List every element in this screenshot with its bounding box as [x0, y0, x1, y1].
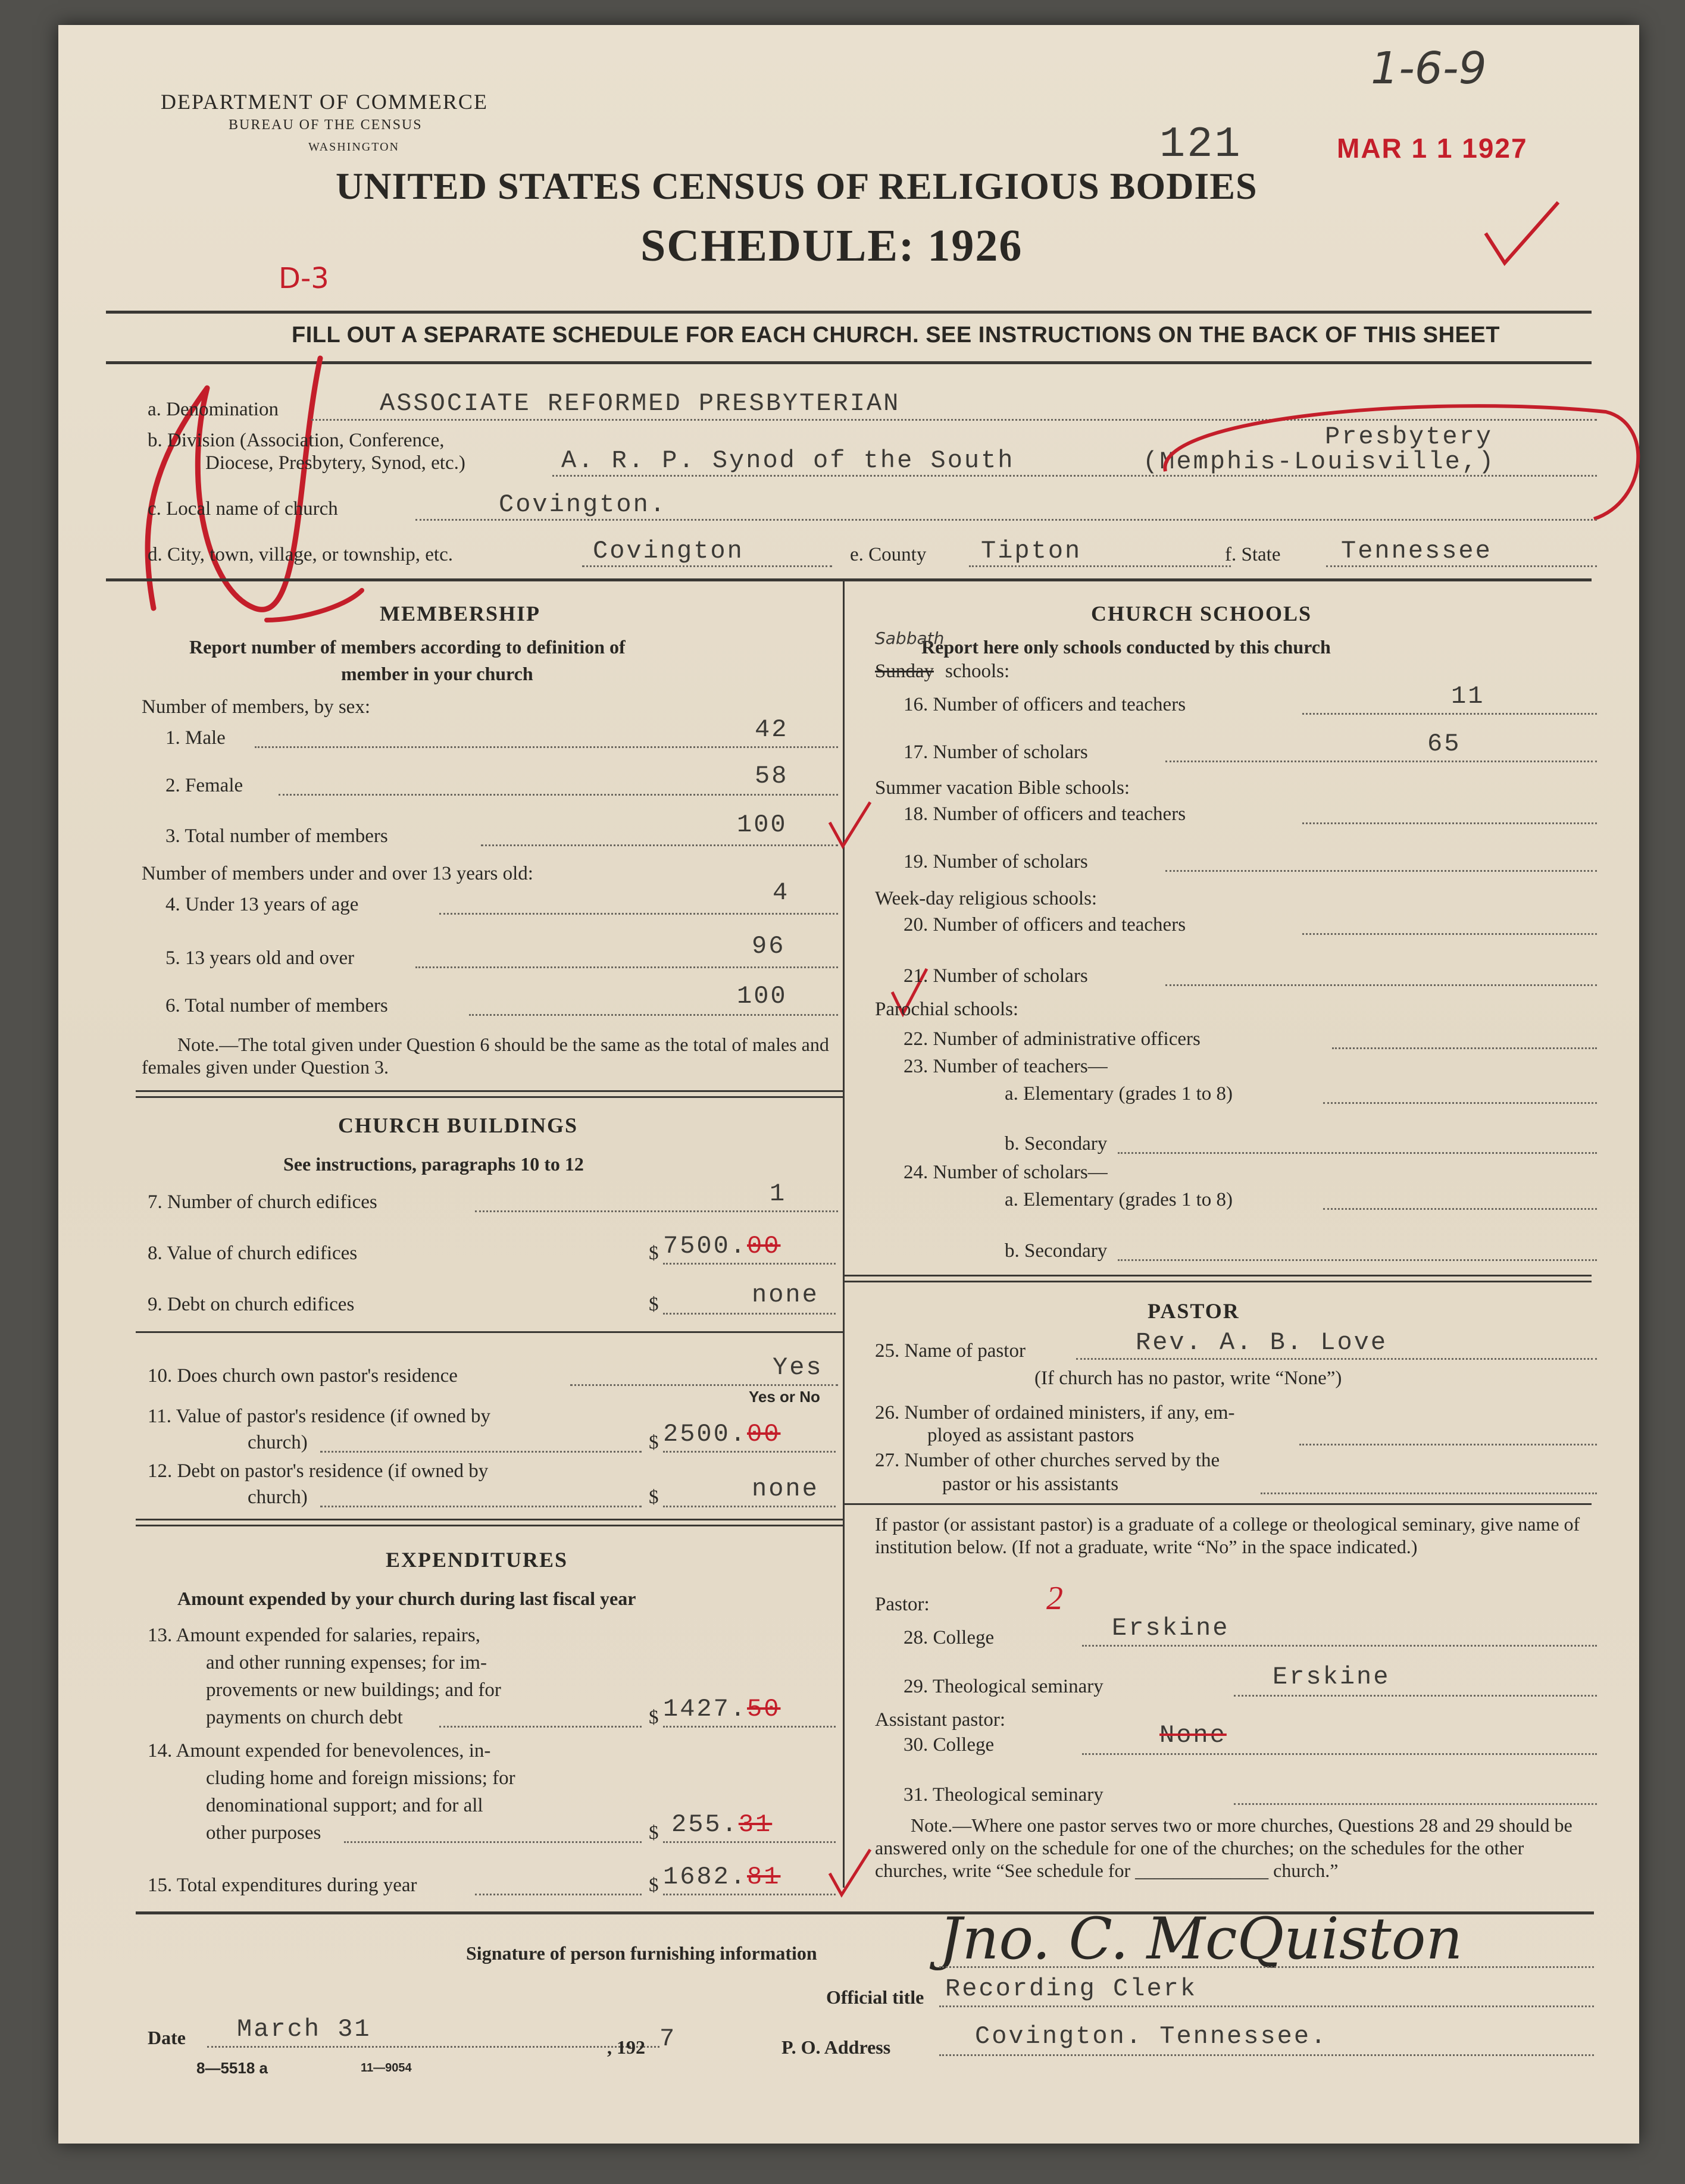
official-title-label: Official title [826, 1986, 924, 2008]
year-prefix: , 192 [607, 2036, 645, 2058]
pencil-code: 1-6-9 [1371, 43, 1487, 94]
expenditures-subtitle: Amount expended by your church during last fiscal year [177, 1588, 636, 1609]
schedule-title: SCHEDULE: 1926 [640, 221, 1023, 271]
q9-edifice-debt-value[interactable]: none [752, 1281, 819, 1309]
census-schedule-paper [58, 25, 1639, 2144]
red-circle-mark [1130, 382, 1648, 537]
presbytery-value[interactable]: (Memphis-Louisville,) [1143, 448, 1496, 476]
q15-dollars: 1682. [663, 1863, 748, 1891]
q5-13-and-over-value[interactable]: 96 [752, 932, 786, 960]
q11-residence-value[interactable] [663, 1420, 780, 1448]
red-examiner-mark-icon [118, 334, 368, 644]
parochial-schools-label: Parochial schools: [875, 999, 1019, 1020]
church-schools-title: CHURCH SCHOOLS [1091, 602, 1312, 625]
red-check-icon [826, 1846, 874, 1900]
instructions-banner: FILL OUT A SEPARATE SCHEDULE FOR EACH CHURCH. SEE INSTRUCTIONS ON THE BACK OF THIS SHEET [292, 323, 1500, 348]
division-value[interactable]: A. R. P. Synod of the South [561, 446, 1015, 475]
q13-running-expenses-label-2: and other running expenses; for im- [206, 1652, 487, 1673]
q10-yes-no-hint: Yes or No [749, 1388, 820, 1406]
form-code: 8—5518 a [196, 2059, 268, 2077]
q28-college-value[interactable]: Erskine [1112, 1614, 1230, 1642]
sabbath-correction: Sabbath [875, 628, 945, 648]
q8-edifice-value-label: 8. Value of church edifices [148, 1243, 358, 1264]
q24-scholars-label: 24. Number of scholars— [904, 1162, 1108, 1183]
q26-assistant-ministers-label-2: ployed as assistant pastors [927, 1425, 1134, 1446]
q11-cents: 00 [747, 1420, 781, 1448]
q24b-secondary-label: b. Secondary [1005, 1240, 1108, 1262]
q13-running-expenses-value[interactable] [663, 1695, 780, 1723]
po-address-label: P. O. Address [781, 2036, 891, 2058]
church-schools-subtitle: Report here only schools conducted by this church [921, 636, 1331, 658]
q9-edifice-debt-label: 9. Debt on church edifices [148, 1294, 355, 1315]
q31-seminary-label: 31. Theological seminary [904, 1784, 1103, 1806]
q4-under-13-value[interactable]: 4 [773, 878, 790, 907]
state-value[interactable]: Tennessee [1341, 537, 1492, 565]
q13-dollar-sign: $ [649, 1707, 659, 1728]
q12-residence-debt-value[interactable]: none [752, 1475, 819, 1503]
q16-officers-teachers-label: 16. Number of officers and teachers [904, 694, 1186, 715]
q12-dollar-sign: $ [649, 1487, 659, 1508]
sunday-struck-label: Sunday [875, 661, 934, 682]
members-by-age-label: Number of members under and over 13 years old: [142, 863, 533, 884]
q17-scholars-value[interactable]: 65 [1427, 730, 1461, 758]
q25-pastor-name-value[interactable]: Rev. A. B. Love [1136, 1328, 1388, 1357]
q6-total-members-label: 6. Total number of members [165, 995, 388, 1016]
q25-pastor-name-label: 25. Name of pastor [875, 1340, 1026, 1362]
city-value[interactable]: Covington [593, 537, 744, 565]
q3-total-members-value[interactable]: 100 [737, 811, 787, 839]
membership-subtitle-2: member in your church [341, 663, 533, 684]
q29-seminary-label: 29. Theological seminary [904, 1676, 1103, 1697]
q7-edifices-value[interactable]: 1 [770, 1179, 787, 1208]
weekday-schools-label: Week-day religious schools: [875, 888, 1098, 909]
division-label: b. Division (Association, Conference, [148, 430, 445, 451]
q5-13-and-over-label: 5. 13 years old and over [165, 947, 355, 969]
q16-officers-teachers-value[interactable]: 11 [1451, 682, 1485, 711]
q2-female-label: 2. Female [165, 775, 243, 796]
pastor-title: PASTOR [1148, 1299, 1240, 1323]
local-name-value[interactable]: Covington. [499, 490, 667, 519]
signature-label: Signature of person furnishing information [466, 1942, 817, 1964]
q27-other-churches-label: 27. Number of other churches served by the [875, 1450, 1220, 1471]
q15-total-expenditures-label: 15. Total expenditures during year [148, 1875, 417, 1896]
assistant-pastor-label: Assistant pastor: [875, 1709, 1006, 1731]
q17-scholars-label: 17. Number of scholars [904, 741, 1088, 763]
summer-schools-label: Summer vacation Bible schools: [875, 777, 1130, 799]
q23-teachers-label: 23. Number of teachers— [904, 1056, 1108, 1077]
q15-dollar-sign: $ [649, 1875, 659, 1896]
q14-dollar-sign: $ [649, 1822, 659, 1844]
city-label: d. City, town, village, or township, etc. [148, 544, 453, 565]
schedule-number: 121 [1159, 120, 1242, 169]
q10-owns-residence-value[interactable]: Yes [773, 1353, 823, 1382]
county-label: e. County [850, 544, 927, 565]
graduate-note: If pastor (or assistant pastor) is a graduate of a college or theological seminary, give name of institution below. (If not a graduate, write “No” in the space indicated.) [875, 1513, 1580, 1557]
members-by-sex-label: Number of members, by sex: [142, 696, 370, 718]
q15-cents: 81 [747, 1863, 781, 1891]
q14-benevolences-label: 14. Amount expended for benevolences, in- [148, 1740, 491, 1761]
q26-assistant-ministers-label: 26. Number of ordained ministers, if any, em- [875, 1402, 1235, 1423]
q20-officers-teachers-label: 20. Number of officers and teachers [904, 914, 1186, 935]
q14-dollars: 255. [671, 1810, 739, 1839]
year-digit[interactable]: 7 [659, 2025, 677, 2053]
q14-cents: 31 [738, 1810, 773, 1839]
q15-total-expenditures-value[interactable] [663, 1863, 780, 1891]
denomination-label: a. Denomination [148, 399, 279, 420]
q24a-elementary-label: a. Elementary (grades 1 to 8) [1005, 1189, 1233, 1210]
received-date-stamp: MAR 1 1 1927 [1337, 133, 1528, 164]
q10-owns-residence-label: 10. Does church own pastor's residence [148, 1365, 458, 1387]
q8-edifice-value[interactable] [663, 1232, 780, 1260]
q14-benevolences-label-4: other purposes [206, 1822, 321, 1844]
print-code: 11—9054 [361, 2061, 412, 2075]
q14-benevolences-label-2: cluding home and foreign missions; for [206, 1767, 515, 1789]
q23b-secondary-label: b. Secondary [1005, 1133, 1108, 1154]
q12-residence-debt-label-2: church) [248, 1487, 308, 1508]
red-check-icon [826, 799, 874, 852]
q8-dollars: 7500. [663, 1232, 748, 1260]
q19-scholars-label: 19. Number of scholars [904, 851, 1088, 872]
q13-cents: 50 [747, 1695, 781, 1723]
q30-college-label: 30. College [904, 1734, 995, 1756]
q11-dollars: 2500. [663, 1420, 748, 1448]
membership-subtitle: Report number of members according to definition of [189, 636, 626, 658]
official-title-value[interactable]: Recording Clerk [945, 1975, 1198, 2003]
q27-other-churches-label-2: pastor or his assistants [942, 1473, 1119, 1495]
q8-dollar-sign: $ [649, 1243, 659, 1264]
church-buildings-title: CHURCH BUILDINGS [338, 1113, 579, 1137]
q18-officers-teachers-label: 18. Number of officers and teachers [904, 803, 1186, 825]
q4-under-13-label: 4. Under 13 years of age [165, 894, 359, 915]
q29-seminary-value[interactable]: Erskine [1273, 1663, 1390, 1691]
po-address-value[interactable]: Covington. Tennessee. [975, 2022, 1328, 2051]
pastor-label: Pastor: [875, 1594, 930, 1615]
red-code: D-3 [279, 262, 329, 295]
q8-cents: 00 [747, 1232, 781, 1260]
q14-benevolences-value[interactable] [671, 1810, 772, 1839]
q11-dollar-sign: $ [649, 1432, 659, 1453]
q30-college-value[interactable]: None [1159, 1721, 1227, 1750]
q1-male-label: 1. Male [165, 727, 226, 749]
q13-running-expenses-label: 13. Amount expended for salaries, repairs, [148, 1625, 481, 1646]
denomination-value[interactable]: ASSOCIATE REFORMED PRESBYTERIAN [380, 389, 901, 418]
division-label-2: Diocese, Presbytery, Synod, etc.) [205, 452, 465, 474]
q21-scholars-label: 21. Number of scholars [904, 965, 1088, 987]
q7-edifices-label: 7. Number of church edifices [148, 1191, 377, 1213]
state-label: f. State [1225, 544, 1281, 565]
q9-dollar-sign: $ [649, 1294, 659, 1315]
department-name: DEPARTMENT OF COMMERCE [161, 90, 488, 114]
date-value[interactable]: March 31 [237, 2015, 371, 2044]
q11-residence-value-label: 11. Value of pastor's residence (if owned by [148, 1406, 490, 1427]
q14-benevolences-label-3: denominational support; and for all [206, 1795, 483, 1816]
q28-college-label: 28. College [904, 1627, 995, 1648]
q22-admin-officers-label: 22. Number of administrative officers [904, 1028, 1201, 1050]
q23a-elementary-label: a. Elementary (grades 1 to 8) [1005, 1083, 1233, 1104]
form-title: UNITED STATES CENSUS OF RELIGIOUS BODIES [336, 165, 1258, 207]
church-buildings-subtitle: See instructions, paragraphs 10 to 12 [283, 1153, 584, 1175]
membership-note: Note.—The total given under Question 6 should be the same as the total of males and females given under Question 3. [142, 1034, 829, 1078]
q1-male-value[interactable]: 42 [755, 715, 789, 744]
q2-female-value[interactable]: 58 [755, 762, 789, 790]
local-name-label: c. Local name of church [148, 498, 338, 520]
red-check-icon [1481, 198, 1564, 275]
expenditures-title: EXPENDITURES [386, 1548, 568, 1572]
pastor-red-mark: 2 [1046, 1580, 1063, 1617]
county-value[interactable]: Tipton [981, 537, 1082, 565]
bureau-name: BUREAU OF THE CENSUS [229, 117, 423, 133]
q11-residence-value-label-2: church) [248, 1432, 308, 1453]
signature-value[interactable]: Jno. C. McQuiston [939, 1905, 1463, 1972]
q13-dollars: 1427. [663, 1695, 748, 1723]
presbytery-label-value[interactable]: Presbytery [1325, 423, 1493, 451]
q13-running-expenses-label-4: payments on church debt [206, 1707, 403, 1728]
membership-title: MEMBERSHIP [380, 602, 541, 625]
q12-residence-debt-label: 12. Debt on pastor's residence (if owned by [148, 1460, 489, 1482]
city-name: WASHINGTON [308, 140, 399, 154]
q25-hint: (If church has no pastor, write “None”) [1034, 1368, 1342, 1389]
q13-running-expenses-label-3: provements or new buildings; and for [206, 1679, 501, 1701]
q6-total-members-value[interactable]: 100 [737, 982, 787, 1010]
date-label: Date [148, 2027, 186, 2048]
pastor-note: Note.—Where one pastor serves two or more churches, Questions 28 and 29 should be answered only on the schedule for one of the churches; on the schedules for the other churches, write “See schedule for ______________ church.” [875, 1814, 1573, 1881]
sunday-schools-label: schools: [945, 661, 1010, 682]
q3-total-members-label: 3. Total number of members [165, 825, 388, 847]
